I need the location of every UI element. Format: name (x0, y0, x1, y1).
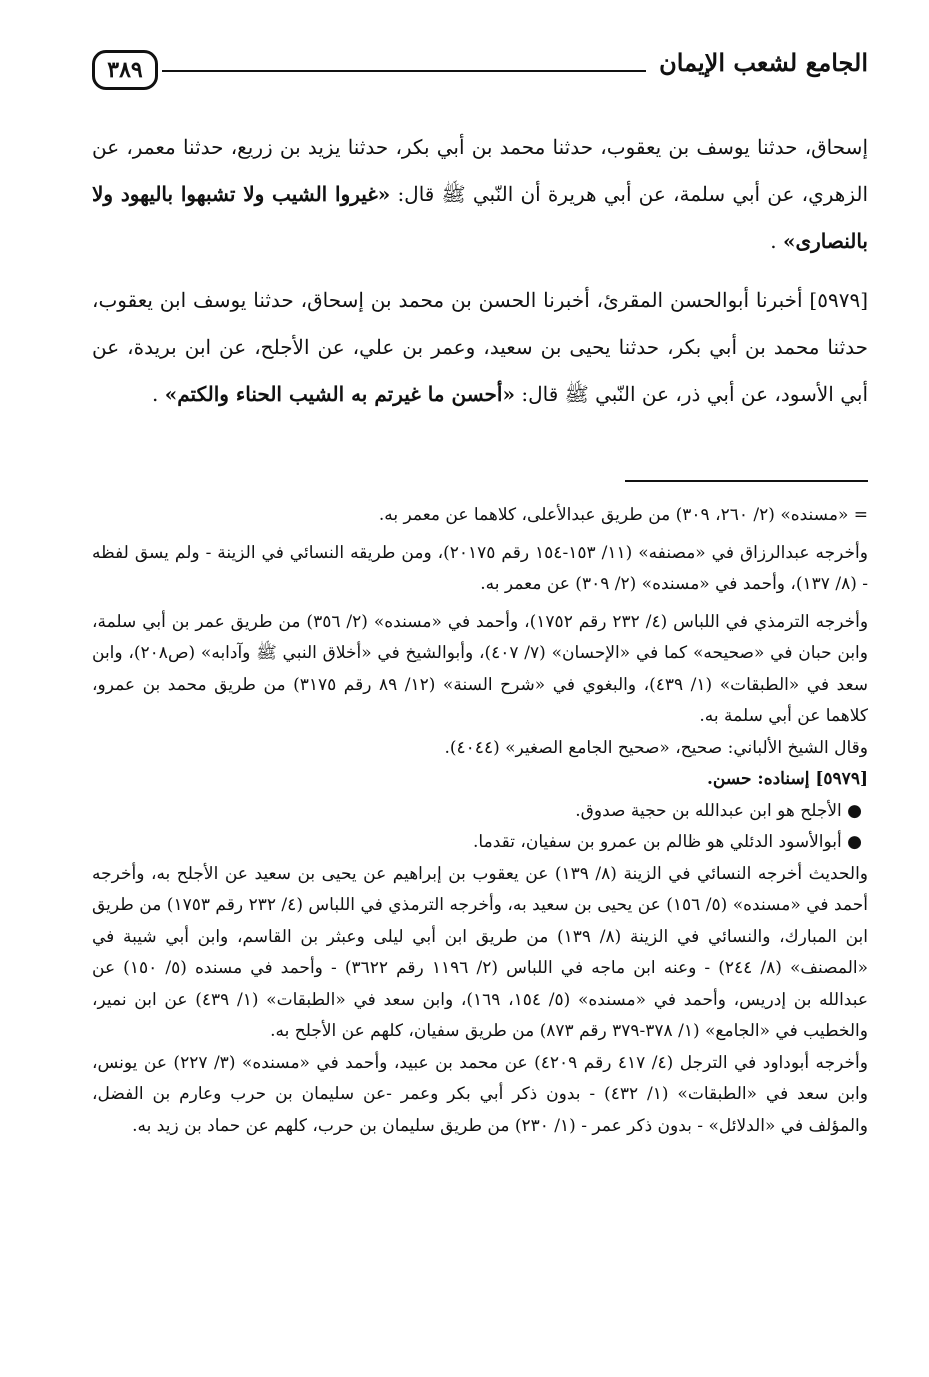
main-text (92, 124, 868, 430)
footnote-heading: [٥٩٧٩] إسناده: حسن. (706, 769, 868, 789)
hadith-chain: إسحاق، حدثنا يوسف بن يعقوب، حدثنا محمد بن أبي بكر، حدثنا يزيد بن زريع، حدثنا معمر، عن الزهري، عن أبي سلمة، عن أبي هريرة أن النّبي ﷺ قال: (92, 135, 868, 206)
footnote-paragraph: وأخرجه عبدالرزاق في «مصنفه» (١١/ ١٥٣-١٥٤ رقم ٢٠١٧٥)، ومن طريقه النسائي في الزينة - ولم يسق لفظه - (٨/ ١٣٧)، وأحمد في «مسنده» (٢/ ٣٠٩) عن معمر به. (92, 542, 868, 594)
hadith-quote: «أحسن ما غيرتم به الشيب الحناء والكتم» (164, 382, 515, 406)
page-header (92, 44, 868, 104)
footnote-paragraph: والحديث أخرجه النسائي في الزينة (٨/ ١٣٩) عن يعقوب بن إبراهيم عن يحيى بن سعيد عن الأجلح به، وأخرجه أحمد في «مسنده» (٥/ ١٥٦) عن يحيى بن سعيد به، وأخرجه الترمذي في اللباس (٤/ ٢٣٢ رقم ١٧٥٣) من طريق ابن المبارك، والنسائي في الزينة (٨/ ١٣٩) من طريق ابن أبي ليلى وعبثر بن القاسم، وابن أبي شيبة في «المصنف» (٨/ ٢٤٤) - وعنه ابن ماجه في اللباس (٢/ ١١٩٦ رقم ٣٦٢٢) - وأحمد في مسنده (٥/ ١٥٠) عن عبدالله بن إدريس، وأحمد في «مسنده» (٥/ ١٥٤، ١٦٩)، وابن سعد في «الطبقات» (١/ ٤٣٩) عن ابن نمير، والخطيب في «الجامع» (١/ ٣٧٨-٣٧٩ رقم ٨٧٣) من طريق سفيان، كلهم عن الأجلح به. (92, 863, 869, 1041)
footnote-paragraph: وأخرجه أبوداود في الترجل (٤/ ٤١٧ رقم ٤٢٠٩) عن محمد بن عبيد، وأحمد في «مسنده» (٣/ ٢٢٧) عن يونس، وابن سعد في «الطبقات» (١/ ٤٣٢) - بدون ذكر أبي بكر وعمر -عن سليمان بن حرب وعارم بن الفضل، والمؤلف في «الدلائل» - بدون ذكر عمر - (١/ ٢٣٠) من طريق سليمان بن حرب، كلهم عن حماد بن زيد به. (92, 1052, 868, 1136)
header-rule (162, 70, 646, 72)
footnote-bullet: ● الأجلح هو ابن عبدالله بن حجية صدوق. (575, 800, 862, 821)
hadith-number: [٥٩٧٩] (809, 288, 868, 312)
footnotes (92, 500, 868, 1142)
page-number-badge: ٣٨٩ (92, 50, 158, 90)
hadith-chain: أخبرنا أبوالحسن المقرئ، أخبرنا الحسن بن محمد بن إسحاق، حدثنا يوسف ابن يعقوب، حدثنا محمد بن أبي بكر، حدثنا يحيى بن سعيد، وعمر بن علي، عن الأجلح، عن ابن بريدة، عن أبي الأسود، عن أبي ذر، عن النّبي ﷺ قال: (92, 288, 868, 406)
footnote-divider (625, 480, 868, 482)
hadith-end: . (770, 229, 783, 253)
hadith-paragraph (92, 277, 868, 418)
footnote-paragraph: وقال الشيخ الألباني: صحيح، «صحيح الجامع الصغير» (٤٠٤٤). (444, 737, 868, 758)
hadith-quote: «غيروا الشيب ولا تشبهوا باليهود ولا بالنصارى» (92, 182, 868, 253)
footnote-bullet: ● أبوالأسود الدئلي هو ظالم بن عمرو بن سفيان، تقدما. (473, 832, 862, 852)
footnote-paragraph: = «مسنده» (٢/ ٢٦٠، ٣٠٩) من طريق عبدالأعلى، كلاهما عن معمر به. (378, 505, 868, 525)
hadith-end: . (152, 382, 165, 406)
footnote-paragraph: وأخرجه الترمذي في اللباس (٤/ ٢٣٢ رقم ١٧٥٢)، وأحمد في «مسنده» (٢/ ٣٥٦) من طريق عمر بن أبي سلمة، وابن حبان في «صحيحه» كما في «الإحسان» (٧/ ٤٠٧)، وأبوالشيخ في «أخلاق النبي ﷺ وآدابه» (ص٢٠٨)، وابن سعد في «الطبقات» (١/ ٤٣٩)، والبغوي في «شرح السنة» (١٢/ ٨٩ رقم ٣١٧٥) من طريق محمد بن عمرو، كلاهما عن أبي سلمة به. (92, 611, 869, 726)
running-title: الجامع لشعب الإيمان (659, 48, 868, 77)
hadith-paragraph (92, 124, 868, 265)
